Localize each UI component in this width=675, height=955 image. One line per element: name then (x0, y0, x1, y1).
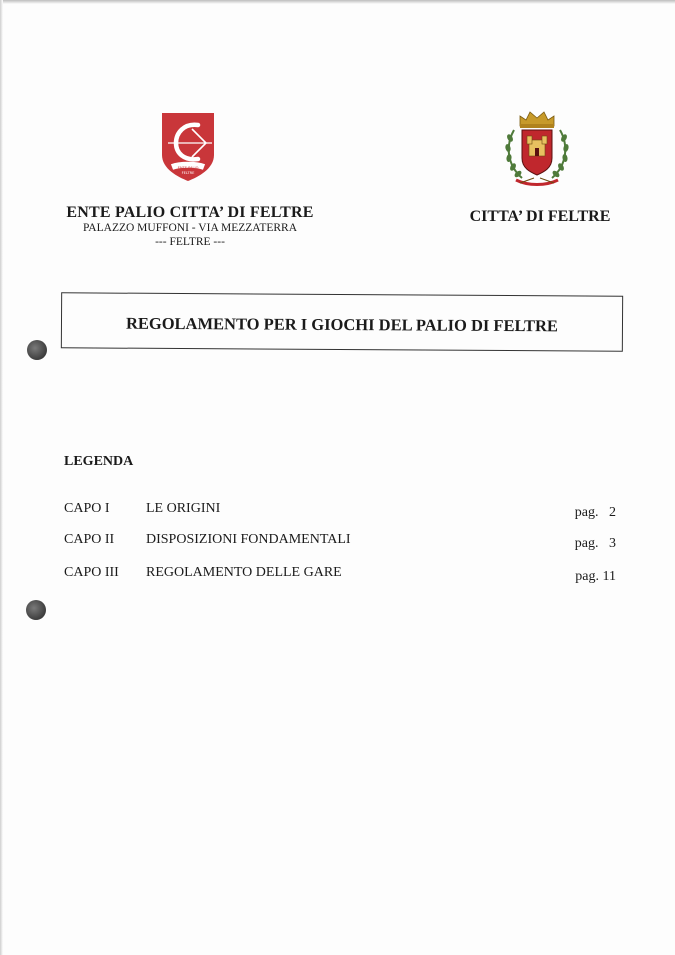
svg-text:ENTE PALIO: ENTE PALIO (177, 166, 199, 170)
organization-city: --- FELTRE --- (155, 236, 225, 248)
toc-title: DISPOSIZIONI FONDAMENTALI (146, 532, 351, 547)
toc-chapter: CAPO II (64, 532, 115, 547)
document-title-box (61, 292, 623, 351)
organization-name: ENTE PALIO CITTA’ DI FELTRE (66, 204, 314, 221)
document-title: REGOLAMENTO PER I GIOCHI DEL PALIO DI FELTRE (125, 313, 559, 336)
legend-heading: LEGENDA (64, 454, 134, 469)
toc-page: pag. 11 (575, 569, 616, 584)
organization-address: PALAZZO MUFFONI - VIA MEZZATERRA (82, 222, 298, 234)
toc-page: pag. 3 (574, 536, 616, 551)
punch-hole-top (27, 340, 47, 360)
municipality-name: CITTA’ DI FELTRE (469, 208, 611, 225)
ente-palio-shield-logo (158, 111, 218, 183)
toc-title: LE ORIGINI (146, 501, 221, 516)
feltre-coat-of-arms (500, 108, 574, 192)
punch-hole-bottom (26, 600, 46, 620)
toc-title: REGOLAMENTO DELLE GARE (146, 565, 342, 580)
scan-edge-left (0, 0, 3, 955)
toc-page: pag. 2 (574, 505, 616, 520)
toc-entry (64, 532, 616, 552)
toc-chapter: CAPO III (64, 565, 119, 580)
scan-edge-top (0, 0, 675, 4)
toc-entry (64, 501, 616, 521)
toc-entry (64, 565, 616, 585)
svg-text:FELTRE: FELTRE (181, 171, 195, 175)
toc-chapter: CAPO I (64, 501, 110, 516)
